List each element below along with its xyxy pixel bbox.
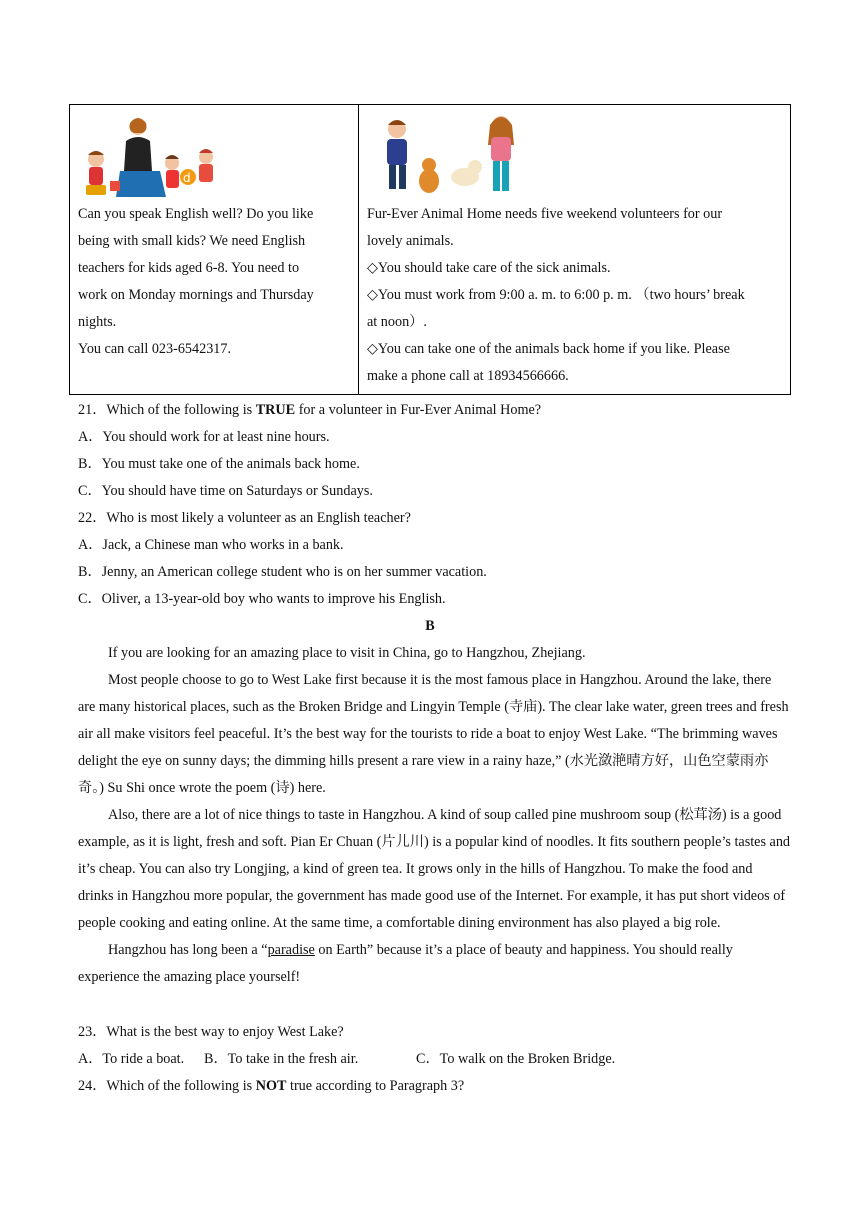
- option-c: C．Oliver, a 13-year-old boy who wants to improve his English.: [78, 591, 446, 607]
- option-a: A．You should work for at least nine hours.: [78, 429, 330, 445]
- question-stem: 24．Which of the following is NOT true according to Paragraph 3?: [78, 1078, 465, 1094]
- question-stem: 22．Who is most likely a volunteer as an English teacher?: [78, 510, 411, 526]
- question-23: [78, 1019, 798, 1073]
- section-heading: B: [425, 618, 435, 634]
- ad-right-line: ◇You can take one of the animals back home if you like. Please: [367, 341, 730, 357]
- option-c: C．To walk on the Broken Bridge.: [416, 1051, 616, 1067]
- paragraph-1: If you are looking for an amazing place to visit in China, go to Hangzhou, Zhejiang.: [108, 645, 586, 661]
- ads-table: [69, 104, 791, 395]
- kids-pets-illustration: [367, 105, 782, 201]
- ad-left-line: teachers for kids aged 6-8. You need to: [78, 260, 300, 276]
- ad-left-line: Can you speak English well? Do you like: [78, 206, 314, 222]
- ad-right-line: ◇You should take care of the sick animals.: [367, 260, 611, 276]
- ad-left-line: nights.: [78, 314, 117, 330]
- reading-passage: [78, 640, 790, 991]
- question-stem: 23．What is the best way to enjoy West Lake?: [78, 1024, 344, 1040]
- question-21: [78, 397, 798, 505]
- svg-text:d: d: [183, 171, 191, 185]
- paragraph-3: Also, there are a lot of nice things to taste in Hangzhou. A kind of soup called pine mushroom soup (松茸汤) is a good example, as it is light, fresh and soft. Pian Er Chuan (片儿川) is a popular kind of noodles. It fits southern people’s tastes and it’s cheap. You can also try Longjing, a kind of green tea. It grows only in the hills of Hangzhou. To make the food and drinks in Hangzhou more popular, the government has made good use of the Internet. For example, it has put short videos of people cooking and eating online. At the same time, a comfortable dining environment has also played a big role.: [78, 807, 791, 931]
- underlined-word: paradise: [267, 942, 315, 958]
- option-a: A．Jack, a Chinese man who works in a bank.: [78, 537, 344, 553]
- option-b: B．To take in the fresh air.: [204, 1051, 359, 1067]
- option-b: B．Jenny, an American college student who is on her summer vacation.: [78, 564, 487, 580]
- english-teacher-ad: [70, 105, 359, 394]
- option-b: B．You must take one of the animals back home.: [78, 456, 360, 472]
- paragraph-2: Most people choose to go to West Lake first because it is the most famous place in Hangzhou. Around the lake, there are many historical places, such as the Broken Bridge and Lingyin Temple (寺庙). The clear lake water, green trees and fresh air all make visitors feel peaceful. It’s the best way for the tourists to ride a boat to enjoy West Lake. “The brimming waves delight the eye on sunny days; the dimming hills present a rare view in a rainy haze,” (水光潋滟晴方好，山色空蒙雨亦奇。) Su Shi once wrote the poem (诗) here.: [78, 672, 789, 796]
- ad-left-line: work on Monday mornings and Thursday: [78, 287, 314, 303]
- paragraph-4: Hangzhou has long been a “paradise on Earth” because it’s a place of beauty and happiness. You should really experience the amazing place yourself!: [78, 942, 733, 985]
- question-22: [78, 505, 798, 613]
- ad-right-line: Fur-Ever Animal Home needs five weekend volunteers for our: [367, 206, 723, 222]
- animal-home-ad: [359, 105, 790, 394]
- question-stem: 21．Which of the following is TRUE for a volunteer in Fur-Ever Animal Home?: [78, 402, 542, 418]
- teacher-kids-illustration: [78, 105, 350, 201]
- question-24: [78, 1073, 798, 1100]
- ad-left-line: You can call 023-6542317.: [78, 341, 232, 357]
- option-c: C．You should have time on Saturdays or Sundays.: [78, 483, 373, 499]
- section-b-heading-wrap: [70, 613, 790, 640]
- ad-left-line: being with small kids? We need English: [78, 233, 306, 249]
- option-a: A．To ride a boat.: [78, 1051, 185, 1067]
- ad-right-line: lovely animals.: [367, 233, 454, 249]
- ad-right-line: ◇You must work from 9:00 a. m. to 6:00 p. m. （two hours’ break: [367, 287, 745, 303]
- ad-right-line: at noon）.: [367, 314, 427, 330]
- ad-right-line: make a phone call at 18934566666.: [367, 368, 569, 384]
